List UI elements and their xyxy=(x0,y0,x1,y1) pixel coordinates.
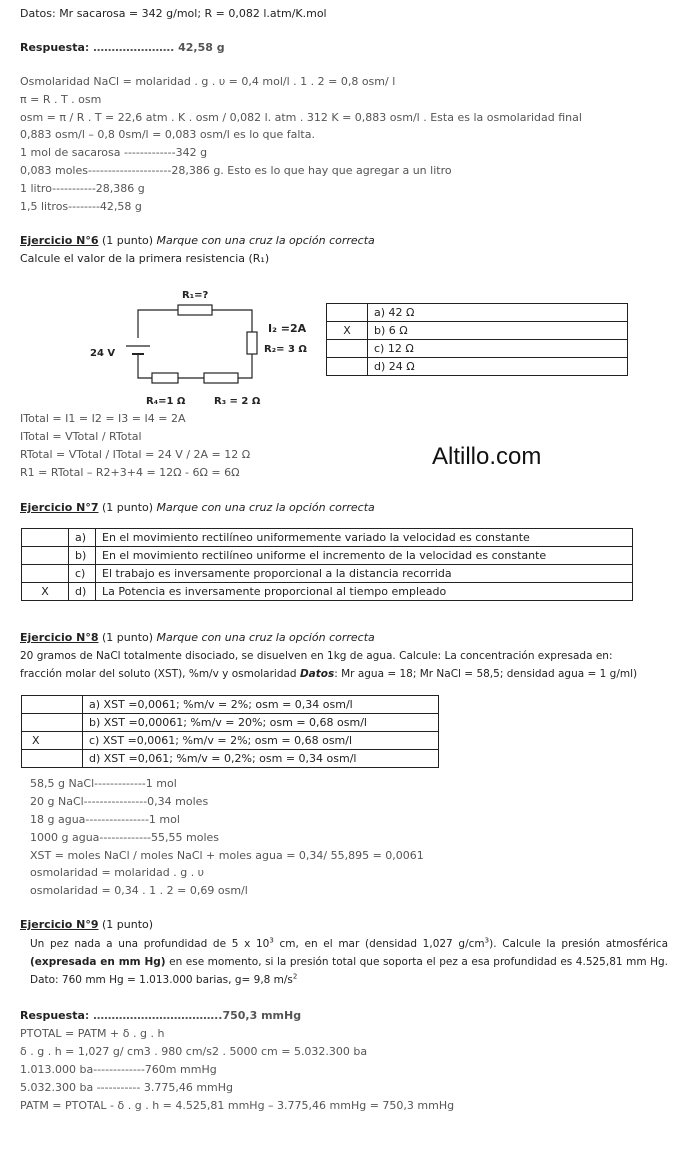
exercise-6-options-table xyxy=(326,303,628,376)
resistor-r3 xyxy=(204,373,238,383)
exercise-instruction: Marque con una cruz la opción correcta xyxy=(156,234,375,247)
option-letter: d) xyxy=(69,583,96,601)
solution-line: ITotal = I1 = I2 = I3 = I4 = 2A xyxy=(20,412,186,425)
calc-line: 1,5 litros--------42,58 g xyxy=(20,200,142,213)
respuesta-value: : …………………. 42,58 g xyxy=(84,41,225,54)
exercise-8-question-2 xyxy=(20,666,637,682)
solution-line: R1 = RTotal – R2+3+4 = 12Ω - 6Ω = 6Ω xyxy=(20,466,240,479)
exercise-8-heading xyxy=(20,630,375,646)
option-mark[interactable] xyxy=(22,565,69,583)
calc-line: 1 litro-----------28,386 g xyxy=(20,182,145,195)
option-text: La Potencia es inversamente proporcional al tiempo empleado xyxy=(96,583,633,601)
r2-label: R₂= 3 Ω xyxy=(264,344,307,355)
calc-line: 0,083 moles---------------------28,386 g. Esto es lo que hay que agregar a un litro xyxy=(20,164,452,177)
exercise-points: (1 punto) xyxy=(98,918,154,931)
solution-line: PATM = PTOTAL - δ . g . h = 4.525,81 mmHg – 3.775,46 mmHg = 750,3 mmHg xyxy=(20,1099,455,1112)
solution-line: 58,5 g NaCl-------------1 mol xyxy=(30,777,177,790)
calc-line: osm = π / R . T = 22,6 atm . K . osm / 0,082 l. atm . 312 K = 0,883 osm/l . Esta es la osmolaridad final xyxy=(20,111,582,124)
option-text: d) 24 Ω xyxy=(368,358,628,376)
respuesta-label: Respuesta xyxy=(20,1009,85,1022)
solution-line: 18 g agua----------------1 mol xyxy=(30,813,180,826)
option-text: b) 6 Ω xyxy=(368,322,628,340)
option-row[interactable] xyxy=(327,304,628,322)
option-mark[interactable]: X xyxy=(22,583,69,601)
calc-line: Osmolaridad NaCl = molaridad . g . υ = 0,4 mol/l . 1 . 2 = 0,8 osm/ l xyxy=(20,75,396,88)
option-text: c) 12 Ω xyxy=(368,340,628,358)
paragraph-exponent: 3 xyxy=(269,936,274,945)
watermark-logo: Altillo.com xyxy=(432,443,542,470)
exercise-title: Ejercicio N°9 xyxy=(20,918,99,931)
exercise-7-options-table xyxy=(21,528,633,601)
option-letter: a) xyxy=(69,529,96,547)
option-row[interactable] xyxy=(22,696,439,714)
solution-line: osmolaridad = molaridad . g . υ xyxy=(30,866,205,879)
solution-line: δ . g . h = 1,027 g/ cm3 . 980 cm/s2 . 5000 cm = 5.032.300 ba xyxy=(20,1045,368,1058)
solution-line: 5.032.300 ba ----------- 3.775,46 mmHg xyxy=(20,1081,234,1094)
voltage-label: 24 V xyxy=(90,348,116,359)
option-letter: b) xyxy=(69,547,96,565)
paragraph-exponent: 2 xyxy=(292,972,298,981)
option-mark[interactable] xyxy=(22,547,69,565)
option-mark[interactable] xyxy=(327,304,368,322)
circuit-diagram xyxy=(80,280,320,410)
exercise-7-heading xyxy=(20,500,375,516)
paragraph-text: en ese momento, si la presión total que soporta el pez a esa profundidad es 4.525,81 mm Hg. Dato: 760 mm Hg = 1.013.000 barias, g= 9,8 m/s xyxy=(30,956,668,986)
option-row[interactable] xyxy=(22,565,633,583)
solution-line: XST = moles NaCl / moles NaCl + moles agua = 0,34/ 55,895 = 0,0061 xyxy=(30,849,424,862)
exercise-title: Ejercicio N°6 xyxy=(20,234,99,247)
exercise-points: (1 punto) xyxy=(98,501,157,514)
option-text: c) XST =0,0061; %m/v = 2%; osm = 0,68 osm/l xyxy=(83,732,439,750)
solution-line: PTOTAL = PATM + δ . g . h xyxy=(20,1027,165,1040)
exercise-instruction: Marque con una cruz la opción correcta xyxy=(156,501,375,514)
question-datos: Datos xyxy=(299,668,335,680)
question-text: fracción molar del soluto (XST), %m/v y osmolaridad xyxy=(20,668,300,680)
option-mark[interactable]: X xyxy=(22,732,83,750)
option-text: a) XST =0,0061; %m/v = 2%; osm = 0,34 osm/l xyxy=(83,696,439,714)
exercise-points: (1 punto) xyxy=(98,234,157,247)
option-row[interactable] xyxy=(327,358,628,376)
i2-label: I₂ =2A xyxy=(268,322,307,335)
option-row[interactable] xyxy=(22,750,439,768)
r3-label: R₃ = 2 Ω xyxy=(214,396,261,407)
option-letter: c) xyxy=(69,565,96,583)
option-mark[interactable] xyxy=(22,714,83,732)
option-row[interactable] xyxy=(22,583,633,601)
solution-line: 1000 g agua-------------55,55 moles xyxy=(30,831,219,844)
exercise-8-question-1: 20 gramos de NaCl totalmente disociado, se disuelven en 1kg de agua. Calcule: La concentración expresada en: xyxy=(20,650,613,662)
question-text: : Mr agua = 18; Mr NaCl = 58,5; densidad agua = 1 g/ml) xyxy=(334,668,638,680)
option-text: a) 42 Ω xyxy=(368,304,628,322)
paragraph-text: ). Calcule la presión atmosférica xyxy=(489,938,669,950)
calc-line: π = R . T . osm xyxy=(20,93,102,106)
option-text: b) XST =0,00061; %m/v = 20%; osm = 0,68 osm/l xyxy=(83,714,439,732)
option-mark[interactable] xyxy=(22,750,83,768)
solution-line: 20 g NaCl----------------0,34 moles xyxy=(30,795,209,808)
option-text: En el movimiento rectilíneo uniformemente variado la velocidad es constante xyxy=(96,529,633,547)
exercise-points: (1 punto) xyxy=(98,631,157,644)
option-row[interactable] xyxy=(22,547,633,565)
solution-line: osmolaridad = 0,34 . 1 . 2 = 0,69 osm/l xyxy=(30,884,248,897)
exercise-6-question: Calcule el valor de la primera resistencia (R₁) xyxy=(20,252,270,265)
resistor-r4 xyxy=(152,373,178,383)
r4-label: R₄=1 Ω xyxy=(146,396,186,407)
respuesta-label: Respuesta xyxy=(20,41,85,54)
resistor-r1 xyxy=(178,305,212,315)
option-mark[interactable] xyxy=(327,340,368,358)
solution-line: RTotal = VTotal / ITotal = 24 V / 2A = 12 Ω xyxy=(20,448,251,461)
option-mark[interactable] xyxy=(327,358,368,376)
option-mark[interactable]: X xyxy=(327,322,368,340)
respuesta-value: : ……………………………..750,3 mmHg xyxy=(84,1009,302,1022)
resistor-r2 xyxy=(247,332,257,354)
option-row[interactable] xyxy=(327,340,628,358)
option-row[interactable] xyxy=(327,322,628,340)
exercise-title: Ejercicio N°7 xyxy=(20,501,99,514)
paragraph-emphasis: (expresada en mm Hg) xyxy=(30,956,166,968)
paragraph-text: cm, en el mar (densidad 1,027 g/cm xyxy=(273,938,485,950)
calc-line: 1 mol de sacarosa -------------342 g xyxy=(20,146,208,159)
option-row[interactable] xyxy=(22,529,633,547)
option-row[interactable] xyxy=(22,714,439,732)
exercise-9-paragraph xyxy=(30,935,668,989)
option-mark[interactable] xyxy=(22,696,83,714)
exercise-6-heading xyxy=(20,233,375,249)
exercise-8-options-table xyxy=(21,695,439,768)
wire-top-right xyxy=(212,310,252,332)
solution-line: 1.013.000 ba-------------760m mmHg xyxy=(20,1063,217,1076)
paragraph-exponent: 3 xyxy=(484,936,490,945)
solution-line: ITotal = VTotal / RTotal xyxy=(20,430,142,443)
respuesta-line xyxy=(20,40,225,56)
exercise-instruction: Marque con una cruz la opción correcta xyxy=(156,631,375,644)
option-text: En el movimiento rectilíneo uniforme el incremento de la velocidad es constante xyxy=(96,547,633,565)
paragraph-text: Un pez nada a una profundidad de 5 x 10 xyxy=(30,938,270,950)
option-row[interactable] xyxy=(22,732,439,750)
exercise-title: Ejercicio N°8 xyxy=(20,631,99,644)
exercise-9-heading xyxy=(20,917,153,933)
calc-line: 0,883 osm/l – 0,8 0sm/l = 0,083 osm/l es lo que falta. xyxy=(20,128,315,141)
option-mark[interactable] xyxy=(22,529,69,547)
option-text: El trabajo es inversamente proporcional a la distancia recorrida xyxy=(96,565,633,583)
wire-right-bottom xyxy=(238,354,252,378)
r1-label: R₁=? xyxy=(182,290,209,301)
datos-line: Datos: Mr sacarosa = 342 g/mol; R = 0,082 l.atm/K.mol xyxy=(20,7,327,20)
wire-top-left xyxy=(138,310,178,338)
wire-bottom-left xyxy=(138,355,152,378)
respuesta-line xyxy=(20,1008,301,1024)
option-text: d) XST =0,061; %m/v = 0,2%; osm = 0,34 osm/l xyxy=(83,750,439,768)
